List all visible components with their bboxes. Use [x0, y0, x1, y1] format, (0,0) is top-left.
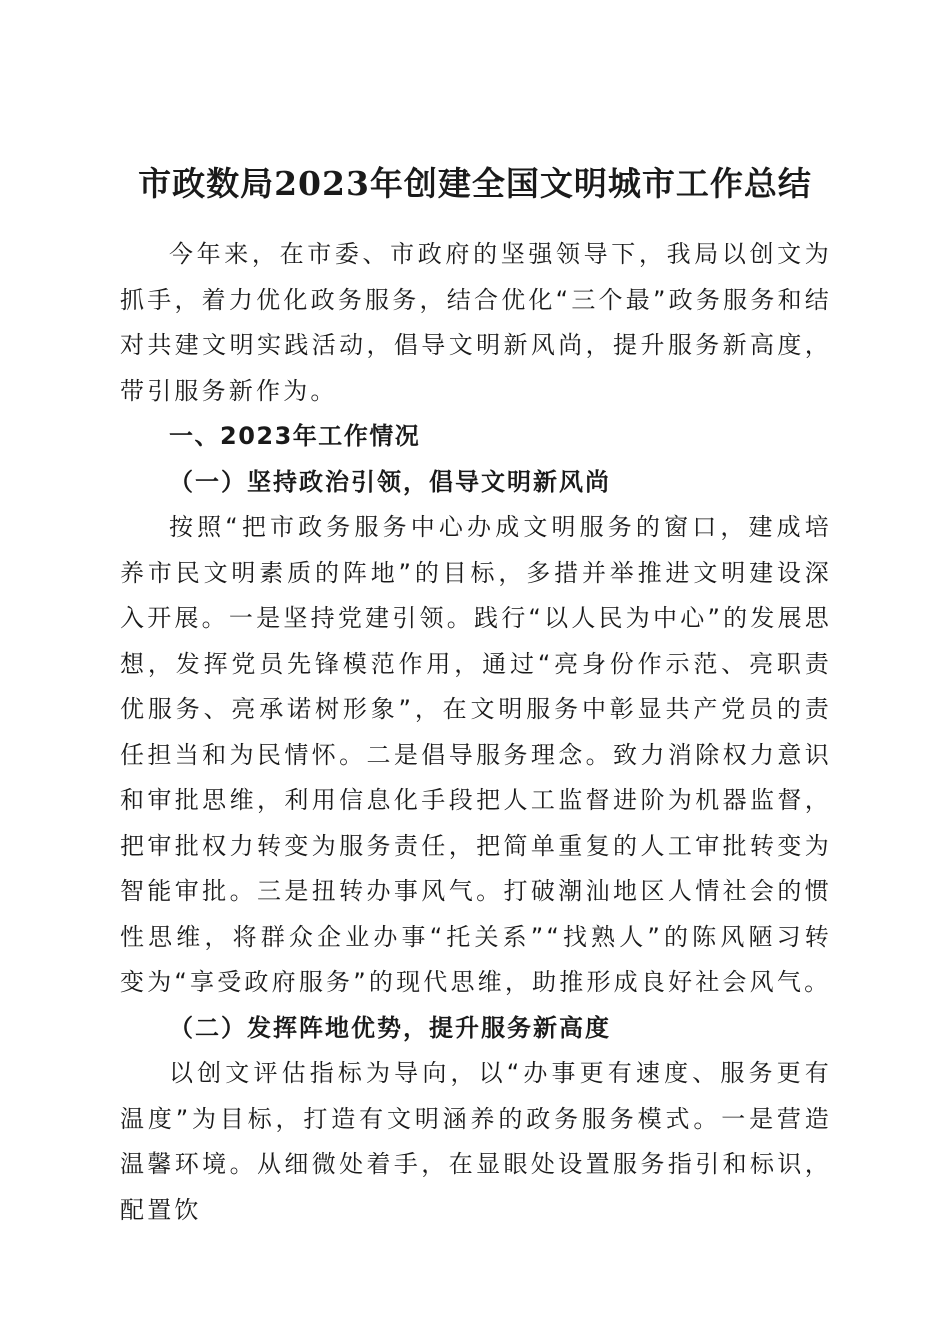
document-title: 市政数局2023年创建全国文明城市工作总结 — [138, 164, 812, 204]
subsection-heading-2: （二）发挥阵地优势，提升服务新高度 — [169, 1013, 611, 1042]
section-heading: 一、2023年工作情况 — [169, 422, 421, 450]
intro-paragraph: 今年来，在市委、市政府的坚强领导下，我局以创文为抓手，着力优化政务服务，结合优化“三个最”政务服务和结对共建文明实践活动，倡导文明新风尚，提升服务新高度，带引服务新作为。 — [120, 240, 832, 405]
subsection-body-2: 以创文评估指标为导向，以“办事更有速度、服务更有温度”为目标，打造有文明涵养的政务服务模式。一是营造温馨环境。从细微处着手，在显眼处设置服务指引和标识，配置饮 — [120, 1059, 832, 1224]
subsection-heading-1: （一）坚持政治引领，倡导文明新风尚 — [169, 467, 611, 496]
subsection-body-1: 按照“把市政务服务中心办成文明服务的窗口，建成培养市民文明素质的阵地”的目标，多措并举推进文明建设深入开展。一是坚持党建引领。践行“以人民为中心”的发展思想，发挥党员先锋模范作用，通过“亮身份作示范、亮职责优服务、亮承诺树形象”，在文明服务中彰显共产党员的责任担当和为民情怀。二是倡导服务理念。致力消除权力意识和审批思维，利用信息化手段把人工监督进阶为机器监督，把审批权力转变为服务责任，把简单重复的人工审批转变为智能审批。三是扭转办事风气。打破潮汕地区人情社会的惯性思维，将群众企业办事“托关系”“找熟人”的陈风陋习转变为“享受政府服务”的现代思维，助推形成良好社会风气。 — [120, 513, 832, 996]
document-body — [120, 232, 832, 1233]
